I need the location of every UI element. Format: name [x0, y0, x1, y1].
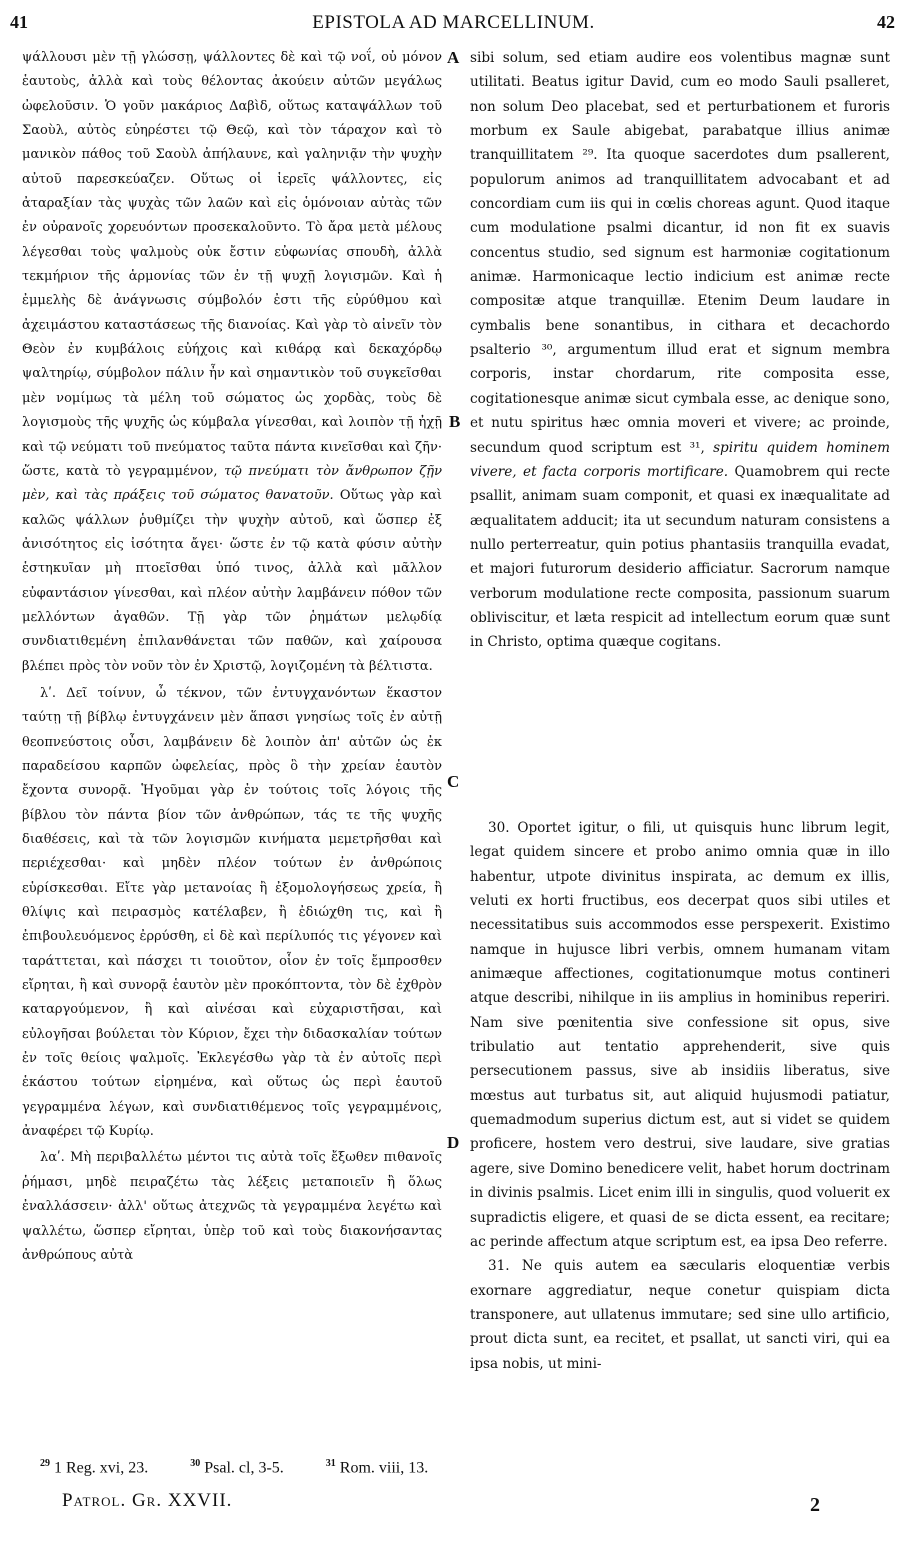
footnote-29	[40, 1458, 148, 1477]
running-title: EPISTOLA AD MARCELLINUM.	[312, 12, 595, 33]
margin-letter-a: A	[447, 48, 460, 67]
greek-paragraph-1	[22, 46, 442, 679]
latin-column-lower	[470, 816, 890, 1376]
latin-paragraph-1	[470, 46, 890, 655]
footnote-31-number: 31	[325, 1458, 336, 1469]
footnote-31-text: Rom. viii, 13.	[339, 1459, 429, 1477]
margin-letter-d: D	[447, 1133, 460, 1152]
greek-p1-italic: τῷ πνεύματι τὸν ἄνθρωπον ζῇν μὲν, καὶ τὰς πράξεις τοῦ σώματος θανατοῦν.	[22, 463, 442, 504]
footnote-31	[326, 1458, 428, 1477]
greek-column	[22, 46, 442, 1268]
footnote-30	[190, 1458, 284, 1477]
margin-letter-b: B	[449, 412, 461, 431]
footnote-29-text: 1 Reg. xvi, 23.	[54, 1459, 149, 1477]
page-number-right: 42	[877, 12, 895, 32]
latin-paragraph-3: 31. Ne quis autem ea sæcularis eloquentiæ verbis exornare aggrediatur, neque conetur quispiam dicta transponere, aut ullatenus immutare; sed sine ullo artificio, prout dicta sunt, ea recitet, et psallat, ut sancti viri, qui ea ipsa nobis, ut mini-	[470, 1258, 890, 1372]
gathering-signature: 2	[810, 1494, 820, 1516]
latin-p1-end: Quamobrem qui recte psallit, animam suam componit, et quasi ex inæqualitate ad æqualitatem adducit; ita ut secundum naturam consistens a nullo perterreatur, quin potius phantasiis tranquilla evadat, et majori futurorum desiderio afficiatur. Sacrorum namque verborum modulatione recte composita, passionum suarum obliviscitur, et læta respicit ad intellectum eorum quæ sunt in Christo, optima quæque cogitans.	[470, 463, 890, 651]
latin-p1-italic: spiritu quidem hominem vivere, et facta corporis mortificare.	[470, 439, 890, 480]
greek-p1-end: Οὕτως γὰρ καὶ καλῶς ψάλλων ῥυθμίζει τὴν ψυχὴν αὐτοῦ, καὶ ὥσπερ ἐξ ἀνισότητος εἰς ἰσότητα ἄγει· ὥστε ἐν τῷ κατὰ φύσιν αὐτὴν ἑστηκυῖαν μὴ πτοεῖσθαι ὑπό τινος, ἀλλὰ καὶ μᾶλλον εὐφαντάσιον γίνεσθαι, καὶ πλέον αὐτὴν λαμβάνειν πόθον τῶν μελλόντων ἀγαθῶν. Τῇ γὰρ τῶν ῥημάτων μελῳδίᾳ συνδιατιθεμένη ἐπιλανθάνεται τῶν παθῶν, καὶ χαίρουσα βλέπει πρὸς τὸν νοῦν τὸν ἐν Χριστῷ, λογιζομένη τὰ βέλτιστα.	[22, 488, 442, 674]
series-signature: Patrol. Gr. XXVII.	[62, 1490, 233, 1511]
page-header	[0, 12, 907, 42]
greek-paragraph-3: λαʹ. Μὴ περιβαλλέτω μέντοι τις αὐτὰ τοῖς ἔξωθεν πιθανοῖς ῥήμασι, μηδὲ πειραζέτω τὰς λέξεις μεταποιεῖν ἢ ὅλως ἐναλλάσσειν· ἀλλ' οὕτως ἀτεχνῶς τὰ γεγραμμένα λεγέτω καὶ ψαλλέτω, ὥσπερ εἴρηται, ὑπὲρ τοῦ καὶ τοὺς διακονήσαντας ἀνθρώπους αὐτὰ	[22, 1150, 442, 1263]
latin-paragraph-2: 30. Oportet igitur, o fili, ut quisquis hunc librum legit, legat quidem sincere et probo animo omnia quæ in illo habentur, utpote divinitus inspirata, ac demum ex illis, veluti ex horti fructibus, eos decerpat quos sibi utiles et necessitatibus suis accommodos esse perspexerit. Existimo namque in hujusce libri verbis, omnem humanam vitam animæque affectiones, cogitationumque motus contineri atque describi, nihilque in iis amplius in hominibus reperiri. Nam sive pœnitentia sive confessione sit opus, sive tribulatio aut tentatio apprehenderit, sive quis persecutionem passus, sive ab insidiis liberatus, sive mœstus aut turbatus sit, aut aliquid hujusmodi patiatur, quemadmodum superius dictum est, aut si videt se quidem proficere, hostem vero destrui, sive laudare, sive gratias agere, sive Domino benedicere velit, habet horum doctrinam in divinis psalmis. Licet enim illi in singulis, quod voluerit ex supradictis eligere, et quasi de se dicta essent, ea recitare; ac perinde affectum atque scriptum est, ea ipsa Deo referre.	[470, 820, 890, 1250]
footnote-30-number: 30	[190, 1458, 201, 1469]
greek-p1-text: ψάλλουσι μὲν τῇ γλώσσῃ, ψάλλοντες δὲ καὶ τῷ νοΐ, οὐ μόνον ἑαυτοὺς, ἀλλὰ καὶ τοὺς θέλοντας ἀκούειν αὐτῶν μεγάλως ὠφελοῦσιν. Ὁ γοῦν μακάριος Δαβὶδ, οὕτως καταψάλλων τοῦ Σαοὺλ, αὐτὸς εὐηρέστει τῷ Θεῷ, καὶ τὸν τάραχον καὶ τὸ μανικὸν πάθος τοῦ Σαοὺλ ἀπήλαυνε, καὶ γαληνιᾷν τὴν ψυχὴν αὐτοῦ παρεσκεύαζεν. Οὕτως οἱ ἱερεῖς ψάλλοντες, εἰς ἀταραξίαν τὰς ψυχὰς τῶν λαῶν καὶ εἰς ὁμόνοιαν αὐτὰς τῶν ἐν οὐρανοῖς χορευόντων προσεκαλοῦντο. Τὸ ἄρα μετὰ μέλους λέγεσθαι τοὺς ψαλμοὺς οὐκ ἔστιν εὐφωνίας σπουδὴ, ἀλλὰ τεκμήριον τῆς ἁρμονίας τῶν ἐν τῇ ψυχῇ λογισμῶν. Καὶ ἡ ἐμμελὴς δὲ ἀνάγνωσις σύμβολόν ἐστι τῆς εὐρύθμου καὶ ἀχειμάστου καταστάσεως τῆς διανοίας. Καὶ γὰρ τὸ αἰνεῖν τὸν Θεὸν ἐν κυμβάλοις εὐήχοις καὶ κιθάρᾳ καὶ δεκαχόρδῳ ψαλτηρίῳ, σύμβολον πάλιν ἦν καὶ σημαντικὸν τοῦ συγκεῖσθαι μὲν νομίμως τὰ μέλη τοῦ σώματος ὡς χορδὰς, τοὺς δὲ λογισμοὺς τῆς ψυχῆς ὡς κύμβαλα γίνεσθαι, καὶ λοιπὸν τῇ ἠχῇ καὶ τῷ νεύματι τοῦ πνεύματος ταῦτα πάντα κινεῖσθαι καὶ ζῆν· ὥστε, κατὰ τὸ γεγραμμένον,	[22, 50, 442, 479]
footnote-29-number: 29	[40, 1458, 50, 1469]
greek-paragraph-2: λʹ. Δεῖ τοίνυν, ὦ τέκνον, τῶν ἐντυγχανόντων ἕκαστον ταύτῃ τῇ βίβλῳ ἐντυγχάνειν μὲν ἅπασι γνησίως τοῖς ἐν αὐτῇ θεοπνεύστοις οὖσι, λαμβάνειν δὲ λοιπὸν ἀπ' αὐτῶν ὡς ἐκ παραδείσου καρπῶν ὠφελείας, πρὸς ὃ τὴν χρείαν ἑαυτὸν ἔχοντα συνορᾷ. Ἡγοῦμαι γὰρ ἐν τούτοις τοῖς λόγοις τῆς βίβλου τὸν πάντα βίον τῶν ἀνθρώπων, τάς τε τῆς ψυχῆς διαθέσεις, καὶ τὰ τῶν λογισμῶν κινήματα μεμετρῆσθαι καὶ περιέχεσθαι· καὶ μηδὲν πλέον τούτων ἐν ἀνθρώποις εὑρίσκεσθαι. Εἴτε γὰρ μετανοίας ἢ ἐξομολογήσεως χρεία, ἢ θλίψις καὶ πειρασμὸς κατέλαβεν, ἢ ἐδιώχθη τις, καὶ ἢ ἐπιβουλευόμενος ἐρρύσθη, εἰ δὲ καὶ περίλυπός τις γέγονεν καὶ ταράττεται, καὶ πάσχει τι τοιοῦτον, οἷον ἐν τοῖς ἔμπροσθεν εἴρηται, ἢ καὶ συνορᾷ ἑαυτὸν μὲν προκόπτοντα, τὸν δὲ ἐχθρὸν καταργούμενον, ἢ καὶ αἰνέσαι καὶ εὐχαριστῆσαι, καὶ εὐλογῆσαι βούλεται τὸν Κύριον, ἔχει τὴν διδασκαλίαν τούτων ἐν τοῖς θείοις ψαλμοῖς. Ἐκλεγέσθω γὰρ τὰ ἐν αὐτοῖς περὶ ἑκάστου τούτων εἰρημένα, καὶ οὕτως ὡς περὶ ἑαυτοῦ γεγραμμένα λέγων, καὶ συνδιατιθέμενος τοῖς γεγραμμένοις, ἀναφέρει τῷ Κυρίῳ.	[22, 685, 442, 1140]
latin-column-upper	[470, 46, 890, 655]
latin-p1-text: sibi solum, sed etiam audire eos volentibus magnæ sunt utilitati. Beatus igitur David, cum eo modo Sauli psalleret, non solum Deo placebat, sed et perturbationem et furoris morbum ex Saule abigebat, parabatque illius animæ tranquillitatem ²⁹. Ita quoque sacerdotes dum psallerent, populorum animos ad tranquillitatem advocabant et ad concordiam cum iis qui in cœlis choreas agunt. Quod itaque cum modulatione psalmi dicantur, id non fit ex suavis concentus studio, sed signum est harmoniæ cogitationum animæ. Harmonicaque lectio indicium est animæ recte compositæ atque tranquillæ. Etenim Deum laudare in cymbalis bene sonantibus, in cithara et decachordo psalterio ³⁰, argumentum illud erat et signum membra corporis, instar chordarum, rite composita esse, cogitationesque animæ sicut cymbala esse, ac denique sono, et nutu spiritus hæc omnia moveri et vivere; ac proinde, secundum quod scriptum est ³¹,	[470, 50, 890, 456]
page-number-left: 41	[10, 12, 28, 32]
margin-letter-c: C	[447, 772, 460, 791]
footnotes	[40, 1458, 880, 1477]
footnote-30-text: Psal. cl, 3-5.	[204, 1459, 284, 1477]
